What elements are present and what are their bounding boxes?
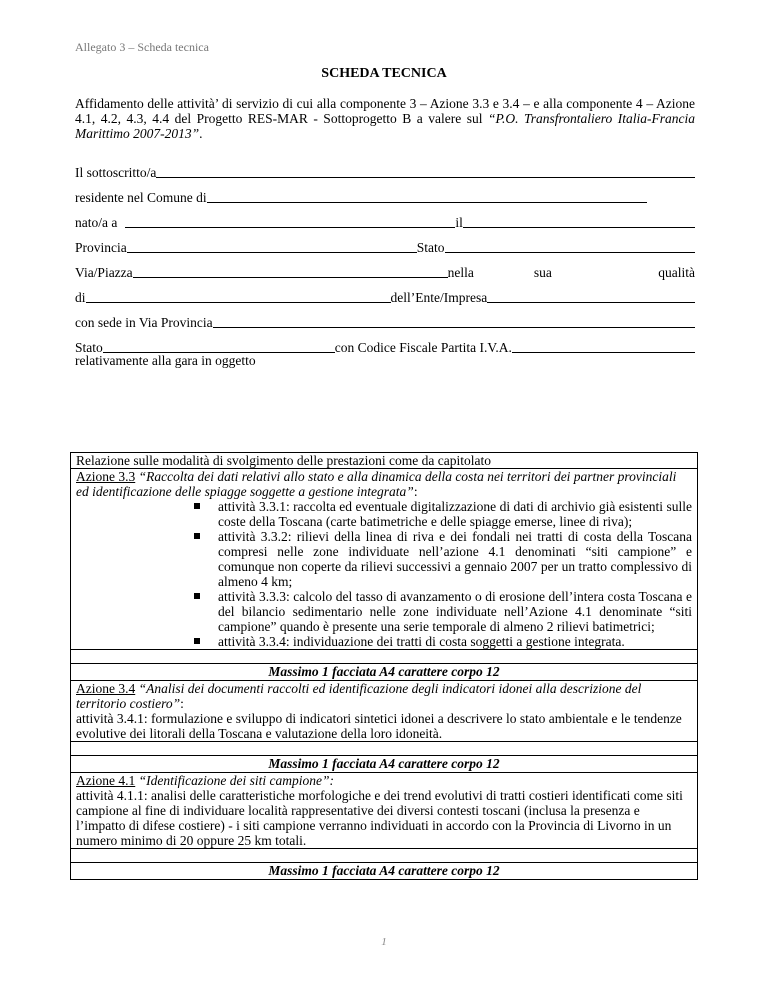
azione-4-1-section xyxy=(71,773,697,849)
label-sede: con sede in Via Provincia xyxy=(75,315,213,330)
azione-3-3-title: “Raccolta dei dati relativi allo stato e alla dinamica della costa nei territori dei partner provinciali ed identificazione delle spiagge soggette a gestione integrata” xyxy=(76,469,677,499)
input-line-residente[interactable] xyxy=(207,188,647,203)
input-line-di[interactable] xyxy=(86,288,391,303)
bullet-icon xyxy=(194,533,200,539)
input-line-nato[interactable] xyxy=(125,213,455,228)
bullet-icon xyxy=(194,503,200,509)
label-sua: sua xyxy=(533,265,552,280)
list-item xyxy=(218,499,692,529)
label-stato-2: Stato xyxy=(75,340,103,355)
input-line-provincia[interactable] xyxy=(127,238,417,253)
input-line-stato[interactable] xyxy=(445,238,695,253)
label-residente: residente nel Comune di xyxy=(75,190,207,205)
list-item xyxy=(218,529,692,589)
azione-3-3-label: Azione 3.3 xyxy=(76,469,136,484)
activity-text: attività 3.3.3: calcolo del tasso di avanzamento o di erosione dell’intera costa Toscana e del bilancio sedimentario nelle zone individuate nell’Azione 4.1 denominate “siti campione” quando è presente una serie temporale di almeno 2 rilievi batimetrici; xyxy=(218,589,692,634)
input-line-stato-2[interactable] xyxy=(103,338,335,353)
declarant-form xyxy=(75,156,695,356)
technical-report-table xyxy=(70,452,698,880)
azione-3-4-label: Azione 3.4 xyxy=(76,681,136,696)
label-via: Via/Piazza xyxy=(75,265,133,280)
table-heading: Relazione sulle modalità di svolgimento delle prestazioni come da capitolato xyxy=(71,453,697,469)
label-nella: nella xyxy=(447,265,474,280)
input-line-ente[interactable] xyxy=(487,288,695,303)
azione-3-4-title: “Analisi dei documenti raccolti ed identificazione degli indicatori idonei alla descrizione del territorio costiero” xyxy=(76,681,642,711)
label-ente: dell’Ente/Impresa xyxy=(390,290,488,305)
label-il: il xyxy=(455,215,463,230)
azione-3-3-colon: : xyxy=(413,484,418,499)
list-item xyxy=(218,634,692,649)
max-length-note: Massimo 1 facciata A4 carattere corpo 12 xyxy=(71,664,697,681)
field-row-di xyxy=(75,281,695,306)
field-row-via xyxy=(75,256,695,281)
azione-3-3-activities xyxy=(76,499,692,649)
input-line-data-nascita[interactable] xyxy=(463,213,695,228)
label-qualita: qualità xyxy=(658,265,695,280)
azione-3-4-text: attività 3.4.1: formulazione e sviluppo di indicatori sintetici idonei a descrivere lo stato ambientale e le tendenze evolutive dei litorali della Toscana e valutazione della loro idoneità. xyxy=(76,711,682,741)
activity-text: attività 3.3.4: individuazione dei tratti di costa soggetti a gestione integrata. xyxy=(218,634,625,649)
field-row-sede xyxy=(75,306,695,331)
field-row-residente xyxy=(75,181,695,206)
input-line-codice-fiscale[interactable] xyxy=(512,338,695,353)
page-title: SCHEDA TECNICA xyxy=(321,66,447,81)
azione-3-4-colon: : xyxy=(180,696,184,711)
intro-end: . xyxy=(199,126,203,141)
max-length-note: Massimo 1 facciata A4 carattere corpo 12 xyxy=(71,756,697,773)
blank-row xyxy=(71,742,697,756)
azione-3-4-section xyxy=(71,681,697,742)
field-row-sottoscritto xyxy=(75,156,695,181)
label-sottoscritto: Il sottoscritto/a xyxy=(75,165,157,180)
bullet-icon xyxy=(194,593,200,599)
input-line-via[interactable] xyxy=(133,263,448,278)
document-header: Allegato 3 – Scheda tecnica xyxy=(75,40,209,54)
intro-text: Affidamento delle attività’ di servizio di cui alla componente 3 – Azione 3.3 e 3.4 – e alla componente 4 – Azione 4.1, 4.2, 4.3, 4.4 del Progetto RES-MAR - Sottoprogetto B a valere sul xyxy=(75,96,695,126)
azione-4-1-title: “Identificazione dei siti campione”: xyxy=(138,773,334,788)
reference-text: relativamente alla gara in oggetto xyxy=(75,353,256,368)
activity-text: attività 3.3.1: raccolta ed eventuale digitalizzazione di dati di archivio già esistenti sulle coste della Toscana (carte batimetriche e delle spiagge emerse, linee di riva); xyxy=(218,499,692,529)
field-row-nato xyxy=(75,206,695,231)
azione-4-1-label: Azione 4.1 xyxy=(76,773,136,788)
field-row-provincia xyxy=(75,231,695,256)
input-line-sottoscritto[interactable] xyxy=(156,163,695,178)
list-item xyxy=(218,589,692,634)
bullet-icon xyxy=(194,638,200,644)
label-codice-fiscale: con Codice Fiscale Partita I.V.A. xyxy=(334,340,512,355)
intro-paragraph xyxy=(75,96,695,141)
blank-row xyxy=(71,849,697,863)
label-di: di xyxy=(75,290,86,305)
label-provincia: Provincia xyxy=(75,240,127,255)
azione-4-1-text: attività 4.1.1: analisi delle caratteristiche morfologiche e dei trend evolutivi di tratti costieri identificati come siti campione al fine di individuare località rappresentative dei diversi contesti toscani (inclusa la presenza e l’impatto di difese costiere) - i siti campione verranno individuati in accordo con la Provincia di Livorno in un numero minimo di 20 oppure 25 km totali. xyxy=(76,788,683,848)
activity-text: attività 3.3.2: rilievi della linea di riva e dei fondali nei tratti di costa della Toscana compresi nelle zone individuate nell’azione 4.1 denominati “siti campione” e comunque non coperte da rilievi successivi a gennaio 2007 per un tratto complessivo di almeno 4 km; xyxy=(218,529,692,589)
azione-3-3-section xyxy=(71,469,697,650)
page-number: 1 xyxy=(381,936,387,948)
label-nato: nato/a a xyxy=(75,215,118,230)
max-length-note: Massimo 1 facciata A4 carattere corpo 12 xyxy=(71,863,697,880)
input-line-sede[interactable] xyxy=(213,313,695,328)
label-stato: Stato xyxy=(416,240,445,255)
intro-quote: “P.O. Transfrontaliero Italia-Francia Marittimo 2007-2013” xyxy=(75,111,696,141)
blank-row xyxy=(71,650,697,664)
